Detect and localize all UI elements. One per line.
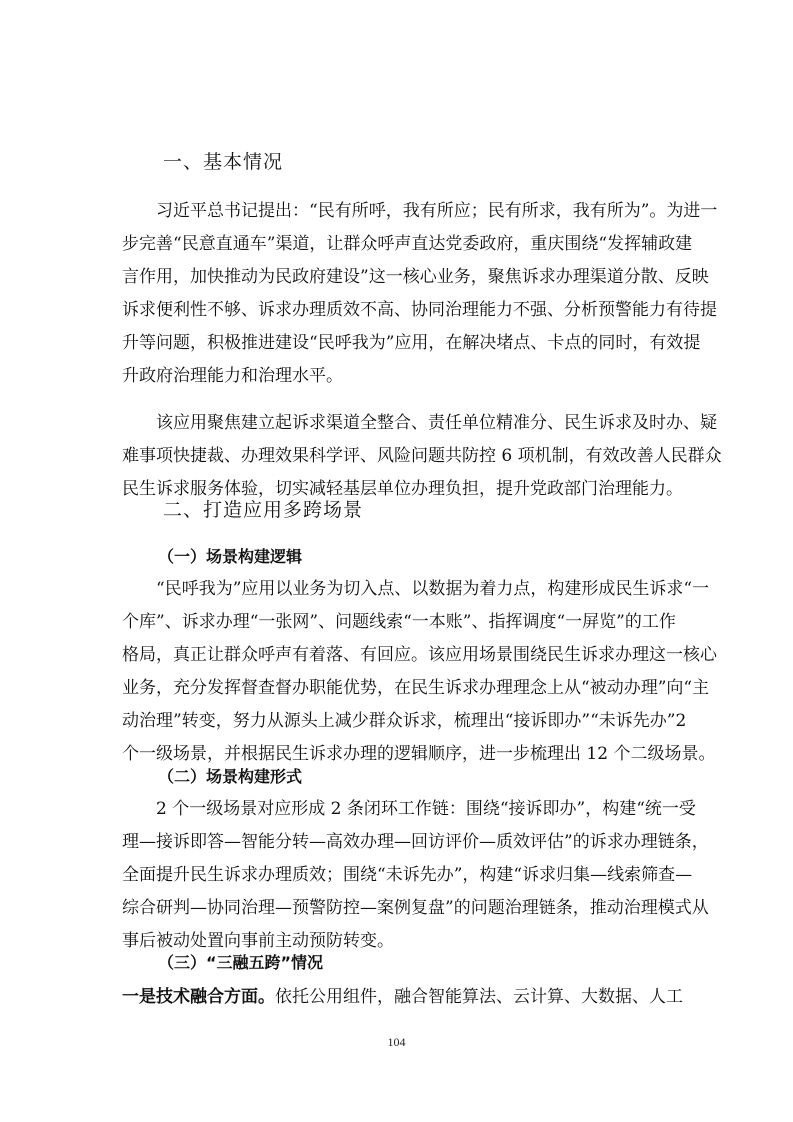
paragraph-line — [122, 982, 683, 1007]
paragraph-line: 难事项快捷裁、办理效果科学评、风险问题共防控 6 项机制，有效改善人民群众 — [122, 446, 722, 466]
subsection-heading-form: （二）场景构建形式 — [158, 767, 303, 786]
paragraph-line: 2 个一级场景对应形成 2 条闭环工作链：围绕“接诉即办”，构建“统一受 — [156, 799, 696, 819]
paragraph-line: 升政府治理能力和治理水平。 — [122, 366, 343, 386]
paragraph-line: 民生诉求服务体验，切实减轻基层单位办理负担，提升党政部门治理能力。 — [122, 479, 683, 499]
paragraph-line: 全面提升民生诉求办理质效；围绕“未诉先办”，构建“诉求归集—线索筛查— — [122, 865, 693, 885]
paragraph-line: 升等问题，积极推进建设“民呼我为”应用，在解决堵点、卡点的同时，有效提 — [122, 333, 701, 353]
paragraph-line: 理—接诉即答—智能分转—高效办理—回访评价—质效评估”的诉求办理链条， — [122, 832, 709, 852]
subsection-heading-integration: （三）“三融五跨”情况 — [158, 953, 324, 972]
paragraph-line: 言作用，加快推动为民政府建设”这一核心业务，聚焦诉求办理渠道分散、反映 — [122, 267, 709, 287]
section-heading-scenarios: 二、打造应用多跨场景 — [163, 499, 364, 521]
paragraph-line: 格局，真正让群众呼声有着落、有回应。该应用场景围绕民生诉求办理这一核心 — [122, 645, 717, 665]
subsection-heading-logic: （一）场景构建逻辑 — [158, 547, 303, 566]
page-number: 104 — [387, 1035, 406, 1049]
paragraph-line: 诉求便利性不够、诉求办理质效不高、协同治理能力不强、分析预警能力有待提 — [122, 300, 717, 320]
section-heading-basic-situation: 一、基本情况 — [163, 151, 284, 173]
paragraph-line: 个库”、诉求办理“一张网”、问题线索“一本账”、指挥调度“一屏览”的工作 — [122, 612, 676, 632]
paragraph-line: 动治理”转变，努力从源头上减少群众诉求，梳理出“接诉即办”“未诉先办”2 — [122, 711, 687, 731]
paragraph-line: 业务，充分发挥督查督办职能优势，在民生诉求办理理念上从“被动办理”向“主 — [122, 678, 710, 698]
paragraph-line: 习近平总书记提出：“民有所呼，我有所应；民有所求，我有所为”。为进一 — [156, 201, 718, 221]
paragraph-text: 依托公用组件，融合智能算法、云计算、大数据、人工 — [275, 987, 683, 1007]
paragraph-line: “民呼我为”应用以业务为切入点、以数据为着力点，构建形成民生诉求“一 — [156, 579, 710, 599]
paragraph-lead-bold: 一是技术融合方面。 — [122, 987, 275, 1007]
paragraph-line: 个一级场景，并根据民生诉求办理的逻辑顺序，进一步梳理出 12 个二级场景。 — [122, 744, 716, 764]
paragraph-line: 该应用聚焦建立起诉求渠道全整合、责任单位精准分、民生诉求及时办、疑 — [156, 413, 717, 433]
paragraph-line: 事后被动处置向事前主动预防转变。 — [122, 931, 394, 951]
paragraph-line: 综合研判—协同治理—预警防控—案例复盘”的问题治理链条，推动治理模式从 — [122, 898, 709, 918]
paragraph-line: 步完善“民意直通车”渠道，让群众呼声直达党委政府，重庆围绕“发挥辅政建 — [122, 234, 693, 254]
